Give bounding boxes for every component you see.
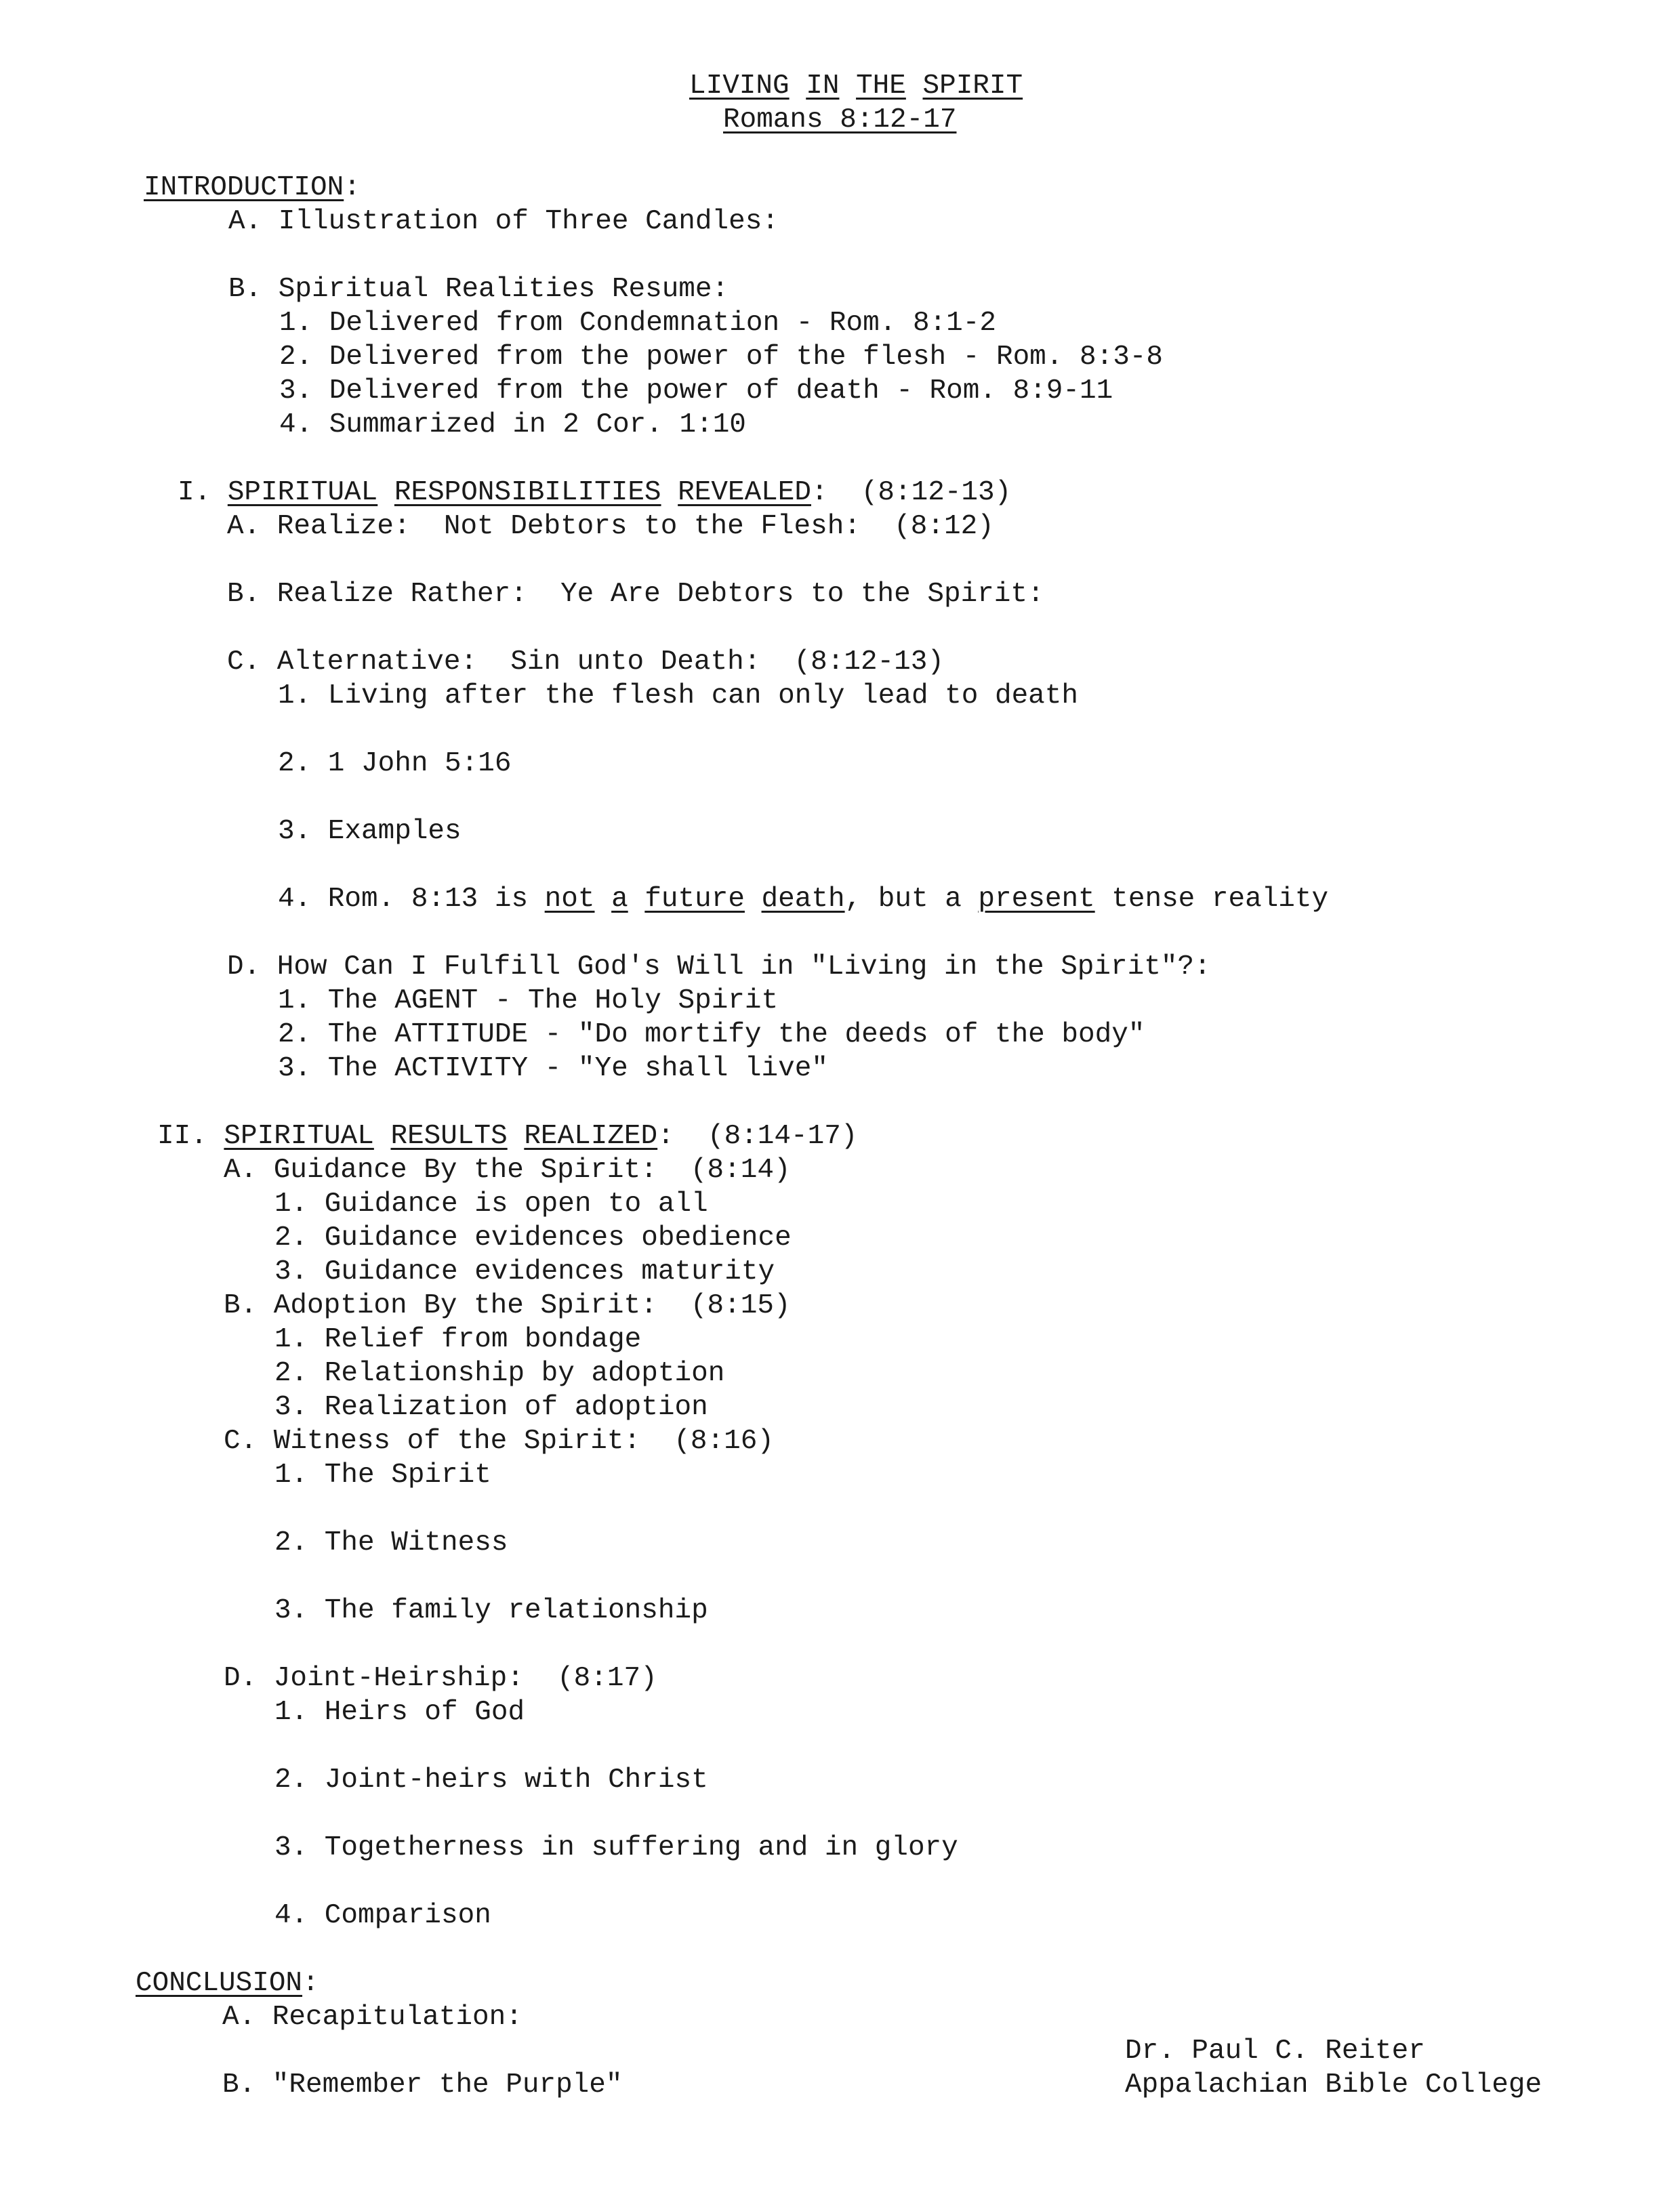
section-2-item-d: D. Joint-Heirship: (8:17) [224, 1663, 657, 1694]
section-1-item-d2: 2. The ATTITUDE - "Do mortify the deeds of the body" [278, 1019, 1145, 1050]
section-2-item-c2: 2. The Witness [274, 1527, 508, 1559]
section-2-item-c: C. Witness of the Spirit: (8:16) [224, 1426, 774, 1457]
section-1-item-c3: 3. Examples [278, 816, 462, 847]
section-1-item-a: A. Realize: Not Debtors to the Flesh: (8:12) [227, 511, 994, 542]
section-2-item-d2: 2. Joint-heirs with Christ [274, 1764, 708, 1796]
section-1-item-d: D. How Can I Fulfill God's Will in "Living in the Spirit"?: [227, 951, 1211, 983]
intro-item-b1: 1. Delivered from Condemnation - Rom. 8:1-2 [279, 308, 996, 339]
section-2-item-b3: 3. Realization of adoption [274, 1392, 708, 1423]
section-1-item-d1: 1. The AGENT - The Holy Spirit [278, 985, 779, 1016]
section-1-item-c4: 4. Rom. 8:13 is not a future death, but a present tense reality [278, 884, 1329, 915]
conclusion-item-a: A. Recapitulation: [222, 2002, 523, 2033]
introduction-heading: INTRODUCTION: [144, 172, 361, 203]
section-2-item-c1: 1. The Spirit [274, 1460, 491, 1491]
section-2-item-c3: 3. The family relationship [274, 1595, 708, 1626]
section-1-item-b: B. Realize Rather: Ye Are Debtors to the Spirit: [227, 579, 1044, 610]
section-2-item-b2: 2. Relationship by adoption [274, 1358, 725, 1389]
section-2-item-a: A. Guidance By the Spirit: (8:14) [224, 1155, 791, 1186]
section-2-item-d4: 4. Comparison [274, 1900, 491, 1931]
section-1-item-d3: 3. The ACTIVITY - "Ye shall live" [278, 1053, 828, 1084]
conclusion-item-b: B. "Remember the Purple" [222, 2069, 623, 2101]
intro-item-b3: 3. Delivered from the power of death - Rom. 8:9-11 [279, 375, 1113, 407]
section-2-item-a2: 2. Guidance evidences obedience [274, 1222, 792, 1254]
section-2-item-d3: 3. Togetherness in suffering and in glory [274, 1832, 958, 1863]
section-1-heading: I. SPIRITUAL RESPONSIBILITIES REVEALED: (8:12-13) [178, 477, 1012, 508]
section-2-heading: II. SPIRITUAL RESULTS REALIZED: (8:14-17) [157, 1121, 858, 1152]
section-2-item-d1: 1. Heirs of God [274, 1697, 525, 1728]
intro-item-a: A. Illustration of Three Candles: [228, 206, 779, 237]
section-2-item-b1: 1. Relief from bondage [274, 1324, 642, 1355]
intro-item-b2: 2. Delivered from the power of the flesh - Rom. 8:3-8 [279, 342, 1164, 373]
section-2-item-b: B. Adoption By the Spirit: (8:15) [224, 1290, 791, 1321]
author-school: Appalachian Bible College [1125, 2069, 1542, 2101]
section-1-item-c2: 2. 1 John 5:16 [278, 748, 512, 779]
intro-item-b: B. Spiritual Realities Resume: [228, 274, 729, 305]
conclusion-heading: CONCLUSION: [136, 1968, 319, 1999]
section-2-item-a3: 3. Guidance evidences maturity [274, 1256, 775, 1287]
section-2-item-a1: 1. Guidance is open to all [274, 1189, 708, 1220]
section-1-item-c: C. Alternative: Sin unto Death: (8:12-13) [227, 646, 944, 678]
intro-item-b4: 4. Summarized in 2 Cor. 1:10 [279, 409, 746, 440]
scripture-reference: Romans 8:12-17 [723, 104, 957, 136]
page-title: LIVING IN THE SPIRIT [689, 70, 1023, 102]
section-1-item-c1: 1. Living after the flesh can only lead to death [278, 680, 1078, 711]
author-name: Dr. Paul C. Reiter [1125, 2036, 1425, 2067]
